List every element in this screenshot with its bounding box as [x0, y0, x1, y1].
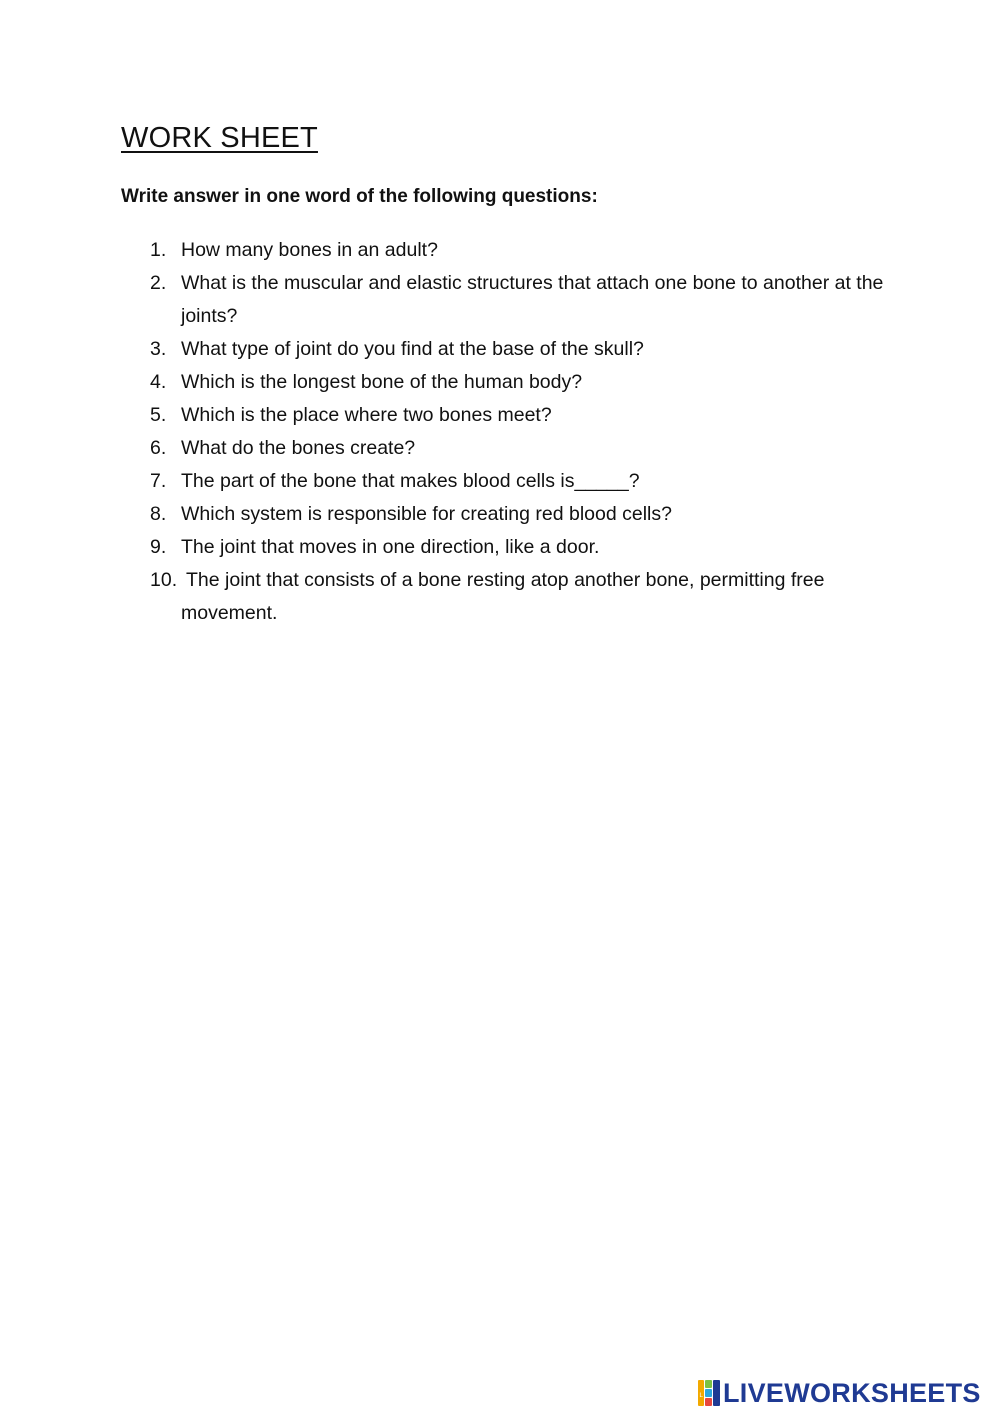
question-text: Which is the place where two bones meet?: [181, 404, 552, 426]
question-text: The joint that moves in one direction, like a door.: [181, 536, 600, 558]
question-number: 5.: [150, 404, 167, 426]
question-number: 1.: [150, 239, 167, 261]
question-item: [150, 564, 890, 630]
question-item: [150, 333, 890, 366]
question-item: [150, 234, 890, 267]
question-text: The part of the bone that makes blood cells is_____?: [181, 470, 640, 492]
question-item: [150, 498, 890, 531]
question-list: [150, 234, 890, 630]
question-text: How many bones in an adult?: [181, 239, 438, 261]
question-text: What do the bones create?: [181, 437, 416, 459]
question-number: 4.: [150, 371, 167, 393]
question-number: 7.: [150, 470, 167, 492]
question-item: [150, 267, 890, 333]
page-title: WORK SHEET: [121, 122, 318, 154]
question-number: 3.: [150, 338, 167, 360]
question-text: The joint that consists of a bone resting atop another bone, permitting free movement.: [181, 569, 825, 624]
question-item: [150, 399, 890, 432]
question-item: [150, 531, 890, 564]
question-text: What is the muscular and elastic structures that attach one bone to another at the joints?: [181, 272, 884, 327]
question-number: 2.: [150, 272, 167, 294]
question-number: 10.: [150, 569, 178, 591]
question-item: [150, 465, 890, 498]
svg-text:L: L: [699, 1392, 703, 1399]
question-text: What type of joint do you find at the base of the skull?: [181, 338, 644, 360]
question-item: [150, 432, 890, 465]
liveworksheets-logo: [698, 1376, 981, 1410]
liveworksheets-logo-icon: [698, 1380, 720, 1406]
question-text: Which system is responsible for creating red blood cells?: [181, 503, 672, 525]
liveworksheets-brand-text: LIVEWORKSHEETS: [723, 1377, 981, 1408]
question-number: 6.: [150, 437, 167, 459]
question-number: 8.: [150, 503, 167, 525]
question-text: Which is the longest bone of the human body?: [181, 371, 583, 393]
question-item: [150, 366, 890, 399]
question-number: 9.: [150, 536, 167, 558]
instruction-text: Write answer in one word of the following questions:: [121, 186, 598, 207]
